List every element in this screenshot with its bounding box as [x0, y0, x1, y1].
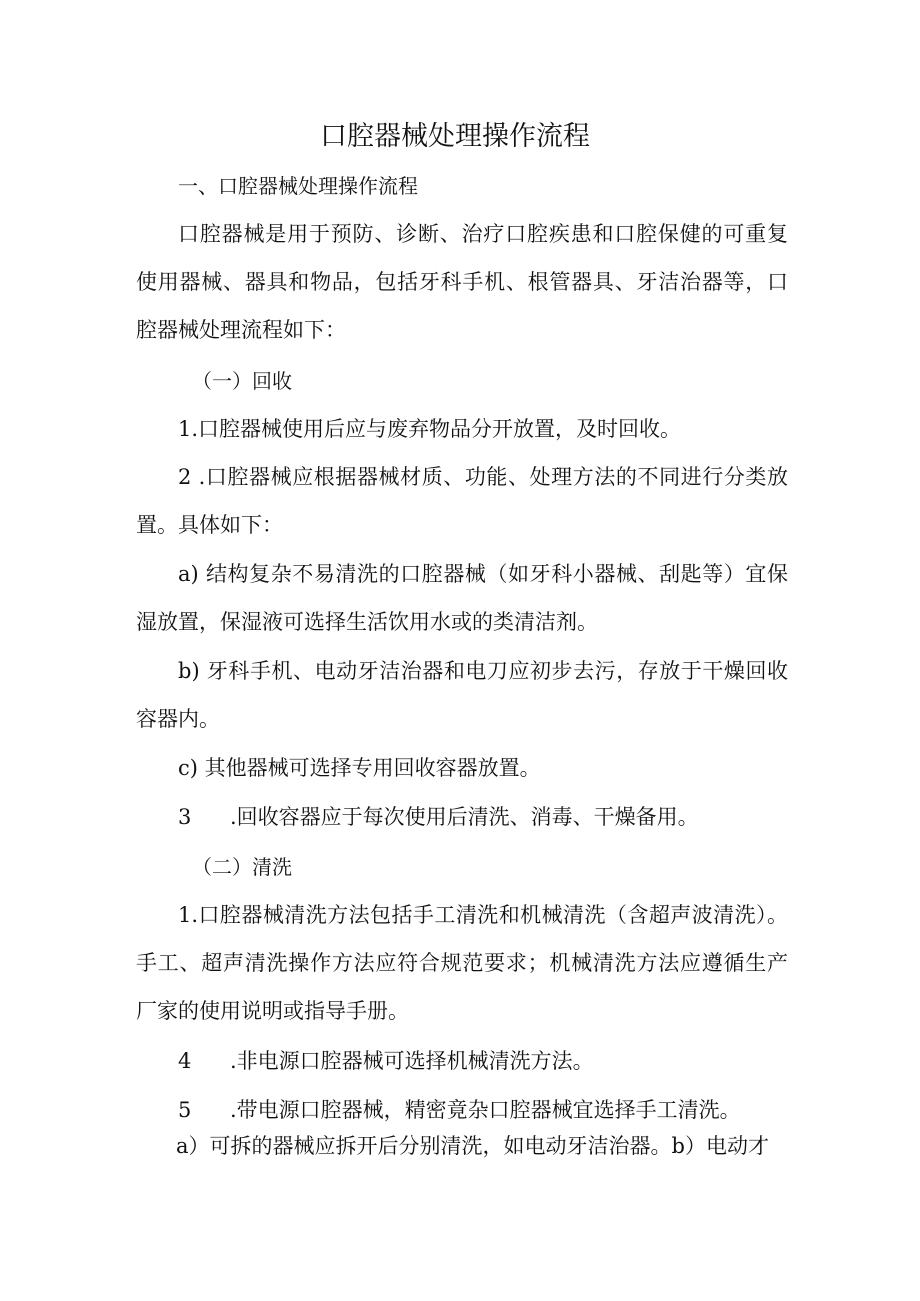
clean-item-1-line-3: 厂家的使用说明或指导手册。 [136, 999, 409, 1023]
clean-item-5 [178, 1096, 741, 1124]
intro-line-1: 口腔器械是用于预防、诊断、治疗口腔疾患和口腔保健的可重复 [178, 222, 788, 246]
recycle-item-1: 1.口腔器械使用后应与废弃物品分开放置，及时回收。 [178, 417, 682, 441]
clean-item-4-number: 4 [178, 1049, 192, 1073]
clean-item-1-line-1: 1.口腔器械清洗方法包括手工清洗和机械清洗（含超声波清洗）。 [178, 903, 788, 927]
document-title: 口腔器械处理操作流程 [320, 121, 590, 152]
recycle-sub-a-line-2: 湿放置，保湿液可选择生活饮用水或的类清洁剂。 [136, 610, 598, 634]
clean-last-line: a）可拆的器械应拆开后分别清洗，如电动牙洁治器。b）电动才 [176, 1134, 769, 1158]
clean-item-4-text: .非电源口腔器械可选择机械清洗方法。 [230, 1049, 594, 1073]
subsection-heading-clean: （二）清洗 [192, 855, 292, 879]
recycle-sub-c: c) 其他器械可选择专用回收容器放置。 [178, 756, 541, 780]
recycle-item-3-text: .回收容器应于每次使用后清洗、消毒、干燥备用。 [230, 805, 699, 829]
intro-line-3: 腔器械处理流程如下： [136, 318, 346, 342]
recycle-sub-b-line-2: 容器内。 [136, 707, 220, 731]
recycle-item-2-line-1: 2 .口腔器械应根据器械材质、功能、处理方法的不同进行分类放 [178, 465, 788, 489]
clean-item-5-text: .带电源口腔器械，精密竟杂口腔器械宜选择手工清洗。 [230, 1098, 741, 1122]
clean-item-4 [178, 1047, 594, 1075]
recycle-sub-a-line-1: a) 结构复杂不易清洗的口腔器械（如牙科小器械、刮匙等）宜保 [178, 562, 788, 586]
intro-line-2: 使用器械、器具和物品，包括牙科手机、根管器具、牙洁治器等，口 [136, 270, 788, 294]
recycle-sub-b-line-1: b) 牙科手机、电动牙洁治器和电刀应初步去污，存放于干燥回收 [178, 659, 788, 683]
subsection-heading-recycle: （一）回收 [192, 369, 292, 393]
recycle-item-2-line-2: 置。具体如下： [136, 513, 283, 537]
recycle-item-3-number: 3 [178, 805, 192, 829]
clean-item-5-number: 5 [178, 1098, 192, 1122]
recycle-item-3 [178, 803, 699, 831]
clean-item-1-line-2: 手工、超声清洗操作方法应符合规范要求；机械清洗方法应遵循生产 [136, 951, 788, 975]
section-heading-1: 一、口腔器械处理操作流程 [178, 174, 418, 198]
